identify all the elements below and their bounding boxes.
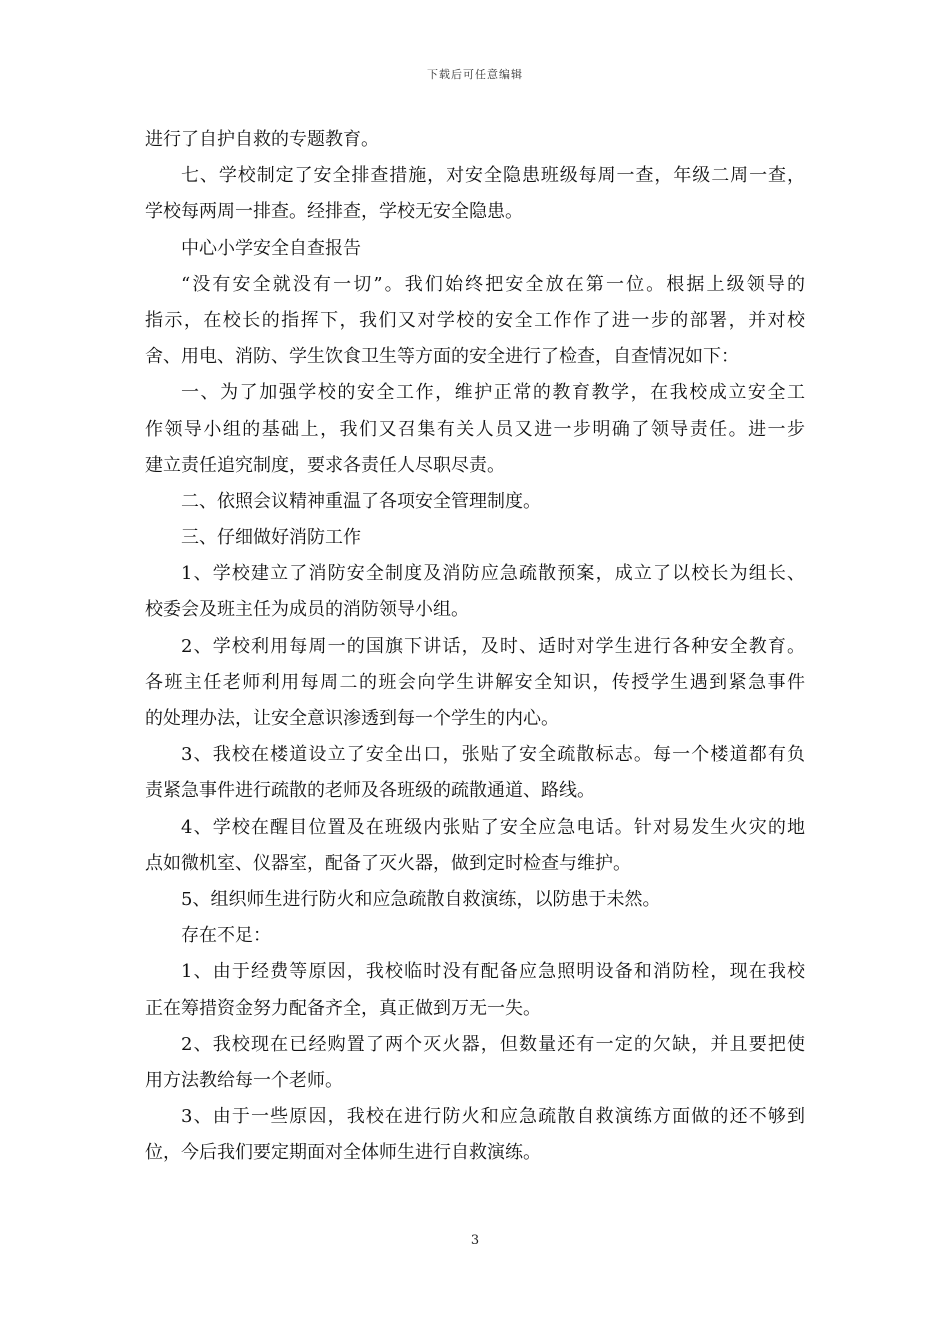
paragraph (145, 375, 805, 484)
text-line: 4、学校在醒目位置及在班级内张贴了安全应急电话。针对易发生火灾的地 (181, 816, 805, 838)
text-line: 一、为了加强学校的安全工作，维护正常的教育教学，在我校成立安全工 (181, 382, 805, 404)
text-line: 1、由于经费等原因，我校临时没有配备应急照明设备和消防栓，现在我校 (181, 961, 805, 983)
text-line: 作领导小组的基础上，我们又召集有关人员又进一步明确了领导责任。进一步 (145, 418, 805, 440)
paragraph (145, 918, 805, 954)
text-line: 点如微机室、仪器室，配备了灭火器，做到定时检查与维护。 (145, 852, 631, 874)
text-line: 的处理办法，让安全意识渗透到每一个学生的内心。 (145, 708, 559, 729)
paragraph (145, 122, 805, 158)
text-line: “没有安全就没有一切”。我们始终把安全放在第一位。根据上级领导的 (181, 273, 805, 295)
text-line: 3、我校在楼道设立了安全出口，张贴了安全疏散标志。每一个楼道都有负 (181, 744, 805, 766)
text-line: 5、组织师生进行防火和应急疏散自救演练，以防患于未然。 (181, 888, 661, 910)
text-line: 3、由于一些原因，我校在进行防火和应急疏散自救演练方面做的还不够到 (181, 1106, 805, 1128)
text-line: 学校每两周一排查。经排查，学校无安全隐患。 (145, 201, 523, 223)
paragraph (145, 629, 805, 738)
paragraph (145, 810, 805, 882)
document-body (145, 122, 805, 1171)
paragraph (145, 158, 805, 230)
page-header: 下载后可任意编辑 (427, 68, 523, 81)
text-line: 各班主任老师利用每周二的班会向学生讲解安全知识，传授学生遇到紧急事件 (145, 671, 805, 693)
section-title: 中心小学安全自查报告 (181, 237, 361, 259)
text-line: 舍、用电、消防、学生饮食卫生等方面的安全进行了检查，自查情况如下： (145, 346, 739, 368)
paragraph (145, 484, 805, 520)
text-line: 三、仔细做好消防工作 (181, 527, 361, 549)
text-line: 正在筹措资金努力配备齐全，真正做到万无一失。 (145, 997, 541, 1019)
page-number: 3 (470, 1233, 480, 1248)
text-line: 校委会及班主任为成员的消防领导小组。 (145, 599, 469, 621)
paragraph (145, 556, 805, 628)
text-line: 建立责任追究制度，要求各责任人尽职尽责。 (145, 454, 505, 476)
text-line: 1、学校建立了消防安全制度及消防应急疏散预案，成立了以校长为组长、 (181, 563, 805, 585)
paragraph (145, 954, 805, 1026)
text-line: 七、学校制定了安全排查措施，对安全隐患班级每周一查，年级二周一查， (181, 165, 805, 187)
text-line: 二、依照会议精神重温了各项安全管理制度。 (181, 490, 541, 512)
text-line: 存在不足： (181, 925, 271, 947)
text-line: 用方法教给每一个老师。 (145, 1069, 343, 1091)
paragraph (145, 267, 805, 376)
text-line: 进行了自护自救的专题教育。 (145, 129, 379, 150)
paragraph (145, 882, 805, 918)
paragraph (145, 737, 805, 809)
text-line: 位，今后我们要定期面对全体师生进行自救演练。 (145, 1142, 541, 1164)
text-line: 指示，在校长的指挥下，我们又对学校的安全工作作了进一步的部署，并对校 (145, 309, 805, 331)
paragraph (145, 231, 805, 267)
paragraph (145, 1099, 805, 1171)
text-line: 2、学校利用每周一的国旗下讲话，及时、适时对学生进行各种安全教育。 (181, 635, 805, 657)
text-line: 责紧急事件进行疏散的老师及各班级的疏散通道、路线。 (145, 780, 595, 802)
text-line: 2、我校现在已经购置了两个灭火器，但数量还有一定的欠缺，并且要把使 (181, 1033, 805, 1055)
paragraph (145, 520, 805, 556)
paragraph (145, 1027, 805, 1099)
